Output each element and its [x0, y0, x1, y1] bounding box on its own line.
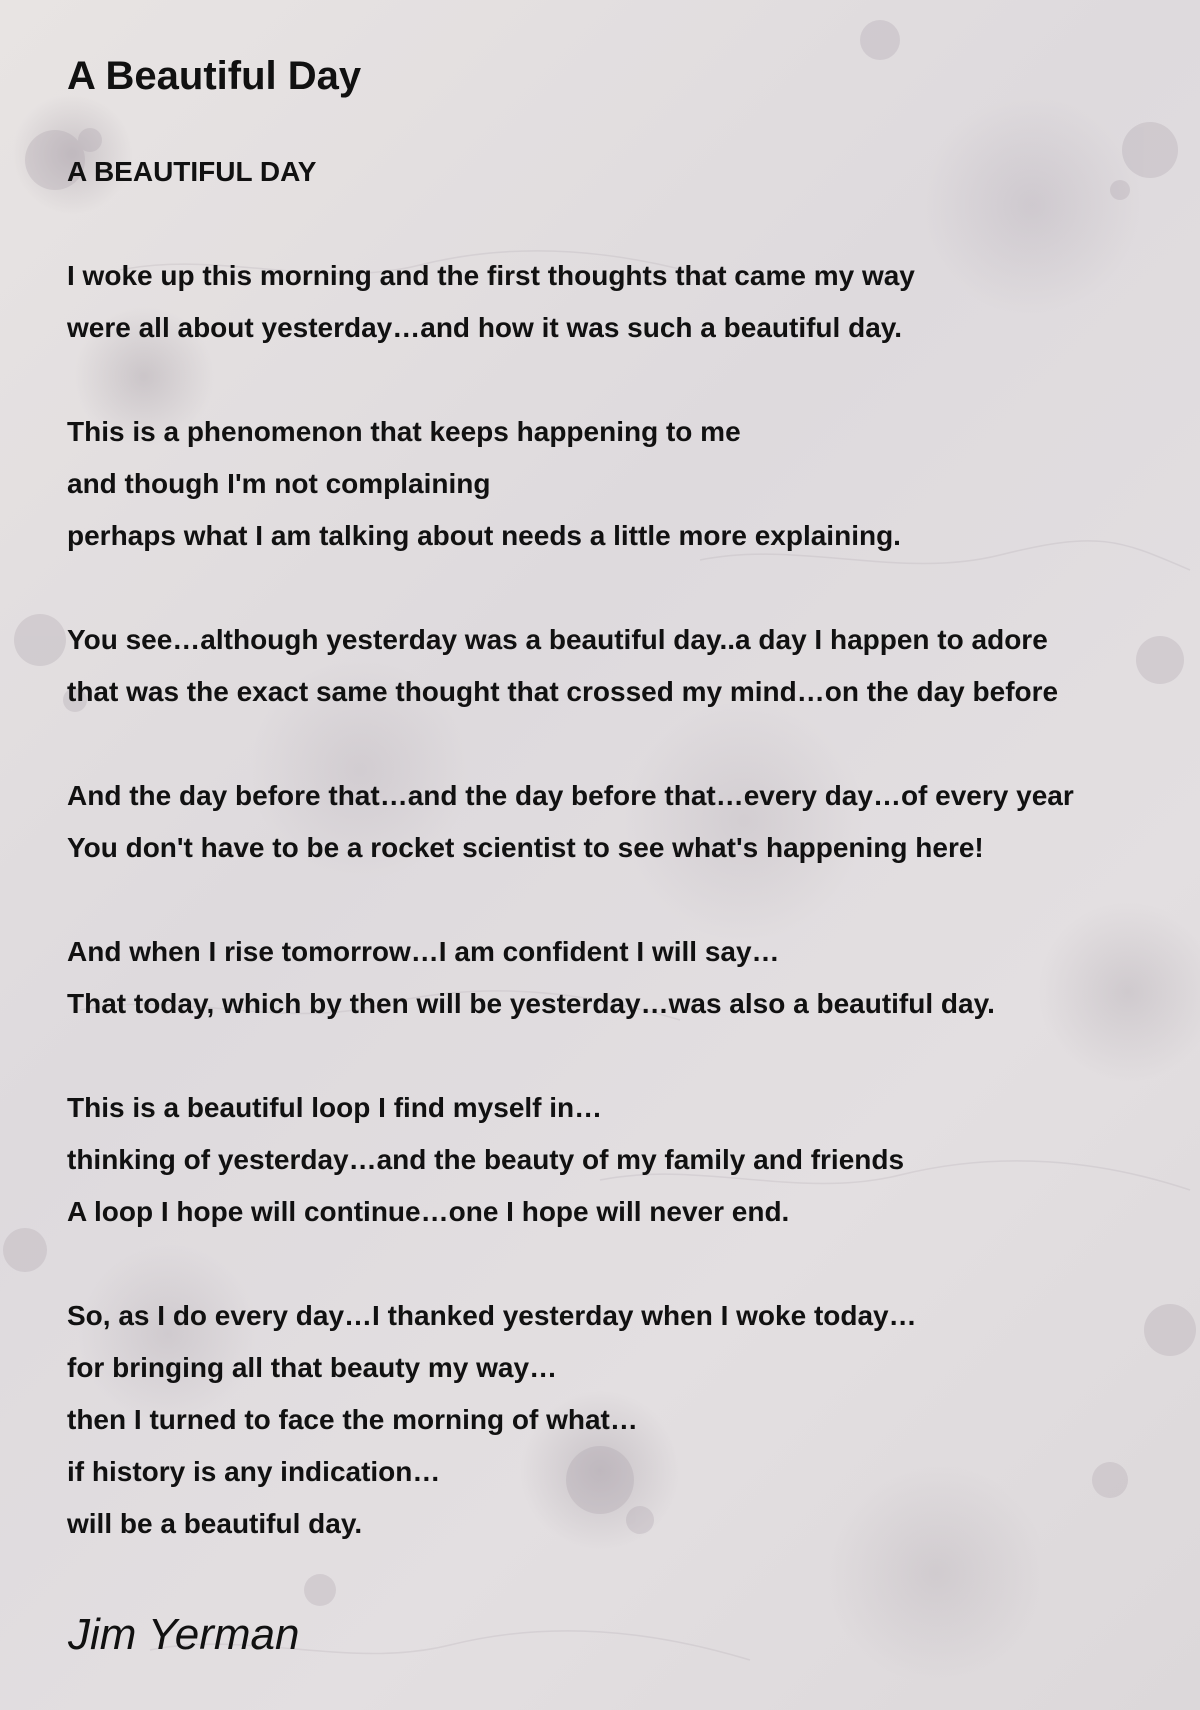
poem-line: were all about yesterday…and how it was such a beautiful day. [67, 312, 903, 343]
poem-line: A BEAUTIFUL DAY [67, 156, 317, 187]
poem-line: This is a beautiful loop I find myself in… [67, 1092, 603, 1123]
poem-line: And the day before that…and the day before that…every day…of every year [67, 780, 1074, 811]
poem-line: that was the exact same thought that crossed my mind…on the day before [67, 676, 1059, 707]
poem-line: This is a phenomenon that keeps happening to me [67, 416, 741, 447]
poem-line: So, as I do every day…I thanked yesterday when I woke today… [67, 1300, 917, 1331]
poem-line: if history is any indication… [67, 1456, 441, 1487]
poem-line: I woke up this morning and the first thoughts that came my way [67, 260, 915, 291]
poem-line: will be a beautiful day. [67, 1508, 363, 1539]
poem-line: for bringing all that beauty my way… [67, 1352, 558, 1383]
stanza-break [67, 874, 1200, 926]
stanza-break [67, 1238, 1200, 1290]
poem-line: You see…although yesterday was a beautiful day..a day I happen to adore [67, 624, 1048, 655]
poem-line: and though I'm not complaining [67, 468, 491, 499]
poem-line: then I turned to face the morning of what… [67, 1404, 638, 1435]
poem-line: That today, which by then will be yesterday…was also a beautiful day. [67, 988, 995, 1019]
stanza-break [67, 1030, 1200, 1082]
poem-line: And when I rise tomorrow…I am confident I will say… [67, 936, 780, 967]
poem-line: A loop I hope will continue…one I hope will never end. [67, 1196, 790, 1227]
poem-line: You don't have to be a rocket scientist to see what's happening here! [67, 832, 984, 863]
poem-line: thinking of yesterday…and the beauty of my family and friends [67, 1144, 905, 1175]
stanza-break [67, 354, 1200, 406]
poem-title: A Beautiful Day [67, 54, 362, 98]
poem-line: perhaps what I am talking about needs a little more explaining. [67, 520, 901, 551]
poem-body [67, 146, 1200, 1550]
stanza-break [67, 198, 1200, 250]
poem-author: Jim Yerman [68, 1610, 300, 1659]
poem-container [67, 46, 1200, 1550]
stanza-break [67, 718, 1200, 770]
stanza-break [67, 562, 1200, 614]
